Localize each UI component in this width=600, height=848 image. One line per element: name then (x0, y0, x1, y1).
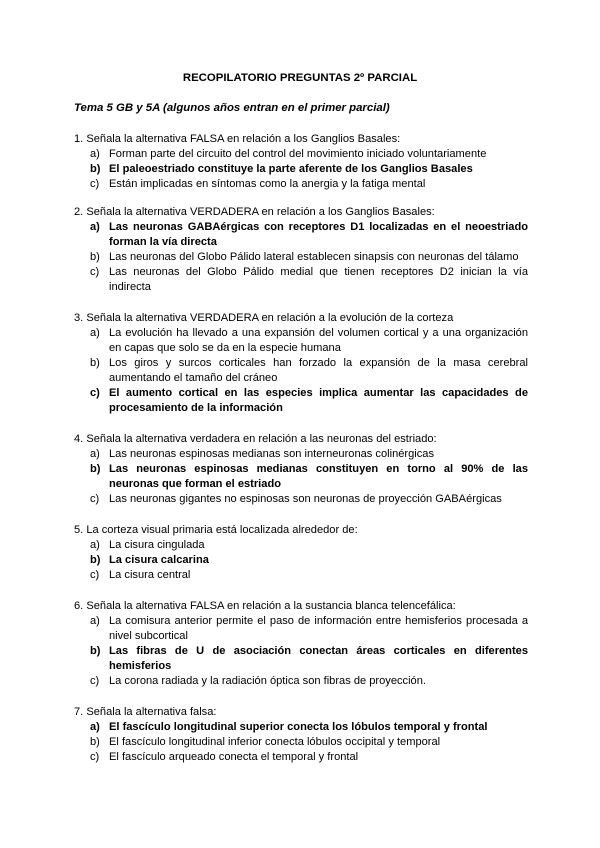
option-letter: a) (90, 615, 100, 627)
option-text: La cisura central (109, 569, 191, 581)
option-text: Las fibras de U de asociación conectan áreas corticales en diferentes hemisferios (109, 645, 528, 672)
answer-option (90, 250, 528, 265)
option-text: Las neuronas espinosas medianas son interneuronas colinérgicas (109, 448, 435, 460)
question-text: 2. Señala la alternativa VERDADERA en relación a los Ganglios Basales: (74, 206, 435, 218)
option-letter: b) (90, 645, 101, 657)
answer-option (90, 177, 528, 192)
answer-option (90, 326, 528, 356)
answer-options (90, 720, 528, 765)
answer-option-correct (90, 162, 528, 177)
question-block (74, 311, 528, 416)
answer-options (90, 147, 528, 192)
answer-options (90, 614, 528, 689)
option-letter: b) (90, 554, 101, 566)
option-letter: c) (90, 266, 100, 278)
option-text: La corona radiada y la radiación óptica son fibras de proyección. (109, 675, 426, 687)
option-letter: a) (90, 448, 100, 460)
option-letter: c) (90, 675, 100, 687)
question-text: 3. Señala la alternativa VERDADERA en relación a la evolución de la corteza (74, 312, 454, 324)
question-block (74, 432, 528, 507)
option-letter: c) (90, 751, 100, 763)
answer-option (90, 735, 528, 750)
answer-option (90, 447, 528, 462)
option-text: Los giros y surcos corticales han forzado la expansión de la masa cerebral aumentando el tamaño del cráneo (109, 357, 528, 384)
answer-option (90, 568, 528, 583)
answer-options (90, 447, 528, 507)
option-letter: b) (90, 463, 101, 475)
question-block (74, 523, 528, 583)
option-text: Las neuronas espinosas medianas constituyen en torno al 90% de las neuronas que forman el estriado (109, 463, 528, 490)
answer-option-correct (90, 462, 528, 492)
option-letter: a) (90, 327, 100, 339)
answer-option (90, 265, 528, 295)
option-text: El fascículo arqueado conecta el temporal y frontal (109, 751, 359, 763)
option-letter: a) (90, 221, 100, 233)
question-text: 1. Señala la alternativa FALSA en relación a los Ganglios Basales: (74, 133, 401, 145)
question-block (74, 205, 528, 295)
section-subtitle: Tema 5 GB y 5A (algunos años entran en el primer parcial) (74, 102, 390, 114)
option-letter: b) (90, 163, 101, 175)
question-block (74, 705, 528, 765)
answer-option-correct (90, 386, 528, 416)
option-text: El aumento cortical en las especies implica aumentar las capacidades de procesamiento de la información (109, 387, 528, 414)
answer-option (90, 147, 528, 162)
answer-option (90, 492, 528, 507)
answer-option-correct (90, 220, 528, 250)
question-text: 5. La corteza visual primaria está localizada alrededor de: (74, 524, 358, 536)
question-list (74, 132, 528, 781)
answer-option-correct (90, 644, 528, 674)
option-text: Las neuronas del Globo Pálido lateral establecen sinapsis con neuronas del tálamo (109, 251, 519, 263)
answer-option-correct (90, 553, 528, 568)
answer-option (90, 538, 528, 553)
option-text: Están implicadas en síntomas como la anergia y la fatiga mental (109, 178, 426, 190)
question-block (74, 132, 528, 192)
answer-option (90, 614, 528, 644)
option-letter: b) (90, 357, 100, 369)
answer-options (90, 538, 528, 583)
option-text: Las neuronas del Globo Pálido medial que tienen receptores D2 inician la vía indirecta (109, 266, 528, 293)
option-letter: a) (90, 148, 100, 160)
option-text: El fascículo longitudinal superior conecta los lóbulos temporal y frontal (109, 721, 488, 733)
answer-option-correct (90, 720, 528, 735)
option-letter: c) (90, 387, 100, 399)
page-title: RECOPILATORIO PREGUNTAS 2º PARCIAL (182, 72, 418, 84)
answer-options (90, 220, 528, 295)
option-letter: a) (90, 721, 100, 733)
option-letter: b) (90, 251, 100, 263)
option-text: El fascículo longitudinal inferior conecta lóbulos occipital y temporal (109, 736, 441, 748)
answer-option (90, 674, 528, 689)
option-text: Las neuronas GABAérgicas con receptores D1 localizadas en el neoestriado forman la vía directa (109, 221, 528, 248)
option-letter: a) (90, 539, 100, 551)
option-text: Las neuronas gigantes no espinosas son neuronas de proyección GABAérgicas (109, 493, 502, 505)
option-text: La cisura cingulada (109, 539, 205, 551)
answer-options (90, 326, 528, 416)
question-text: 6. Señala la alternativa FALSA en relación a la sustancia blanca telencefálica: (74, 600, 456, 612)
question-block (74, 599, 528, 689)
option-text: Forman parte del circuito del control del movimiento iniciado voluntariamente (109, 148, 487, 160)
answer-option (90, 750, 528, 765)
question-text: 4. Señala la alternativa verdadera en relación a las neuronas del estriado: (74, 433, 437, 445)
option-text: La comisura anterior permite el paso de información entre hemisferios procesada a nivel subcortical (109, 615, 528, 642)
question-text: 7. Señala la alternativa falsa: (74, 706, 217, 718)
option-letter: c) (90, 178, 100, 190)
option-letter: c) (90, 493, 100, 505)
option-letter: c) (90, 569, 100, 581)
option-text: El paleoestriado constituye la parte aferente de los Ganglios Basales (109, 163, 473, 175)
option-text: La cisura calcarina (109, 554, 209, 566)
answer-option (90, 356, 528, 386)
option-letter: b) (90, 736, 100, 748)
option-text: La evolución ha llevado a una expansión del volumen cortical y a una organización en capas que solo se da en la especie humana (109, 327, 528, 354)
